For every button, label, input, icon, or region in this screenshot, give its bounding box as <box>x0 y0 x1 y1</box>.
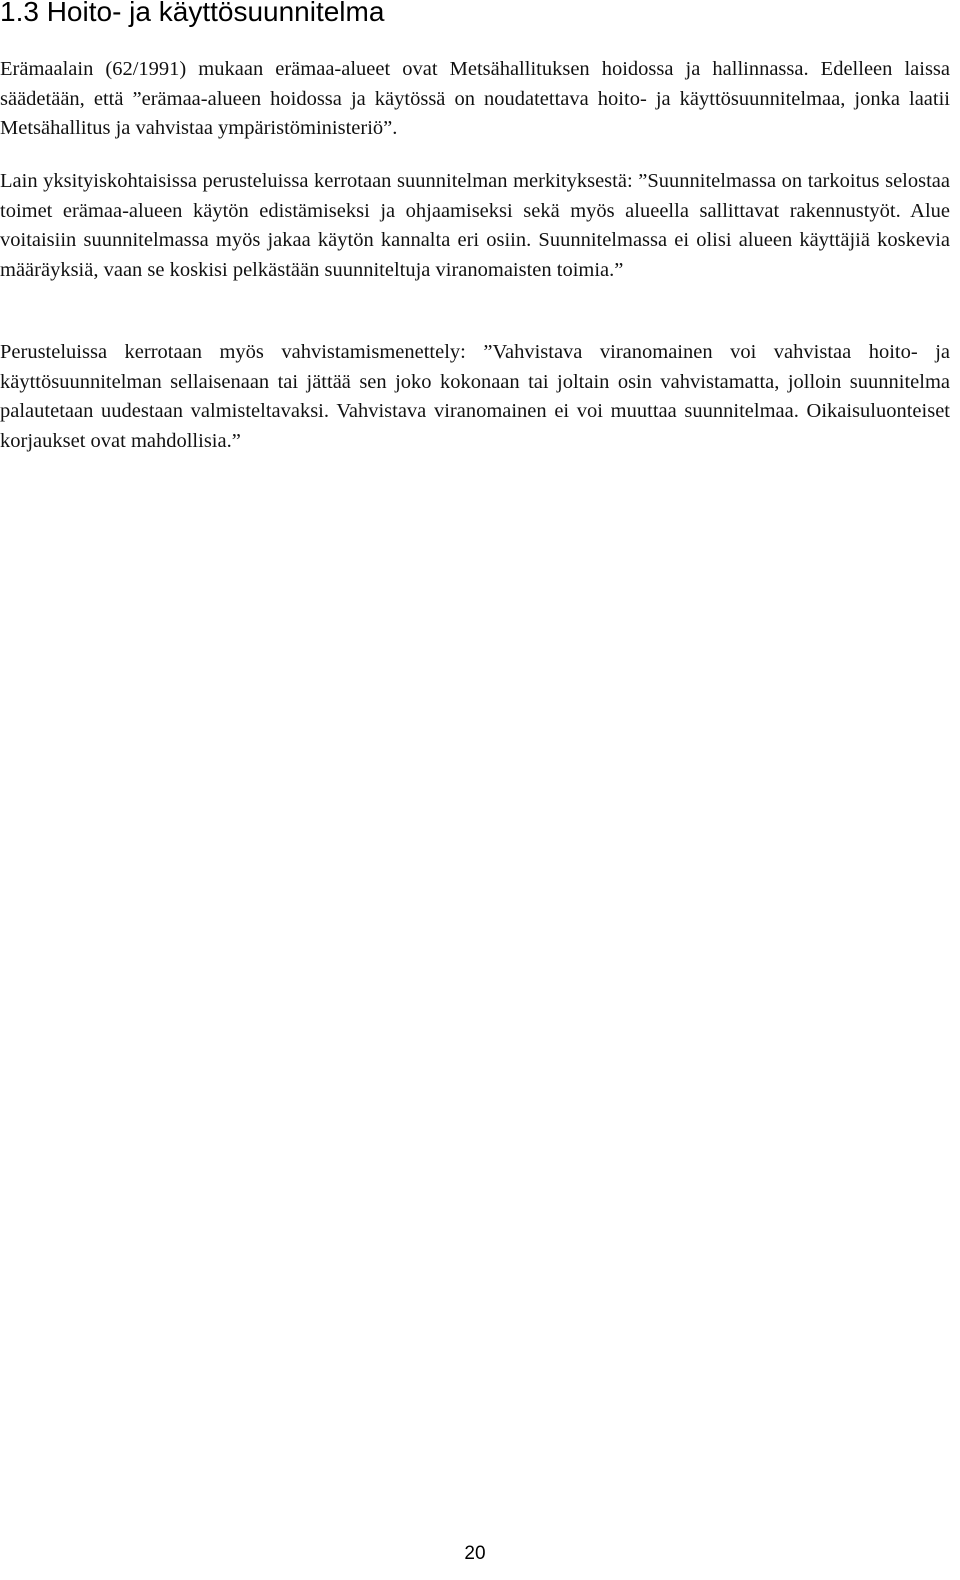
paragraph-erämaalaki: Erämaalain (62/1991) mukaan erämaa-alueet ovat Metsähallituksen hoidossa ja hallinnassa. Edelleen laissa säädetään, että ”erämaa-alueen hoidossa ja käytössä on noudatettava hoito- ja käyttösuunnitelmaa, jonka laatii Metsähallitus ja vahvistaa ympäristöministeriö”. <box>0 58 950 140</box>
page-number: 20 <box>464 1543 486 1564</box>
paragraph-vahvistamismenettely: Perusteluissa kerrotaan myös vahvistamismenettely: ”Vahvistava viranomainen voi vahvistaa hoito- ja käyttösuunnitelman sellaisenaan tai jättää sen joko kokonaan tai joltain osin vahvistamatta, jolloin suunnitelma palautetaan uudestaan valmisteltavaksi. Vahvistava viranomainen ei voi muuttaa suunnitelmaa. Oikaisuluonteiset korjaukset ovat mahdollisia.” <box>0 341 950 453</box>
section-heading: 1.3 Hoito- ja käyttösuunnitelma <box>0 0 385 27</box>
paragraph-perustelut: Lain yksityiskohtaisissa perusteluissa kerrotaan suunnitelman merkityksestä: ”Suunnitelmassa on tarkoitus selostaa toimet erämaa-alueen käytön edistämiseksi ja ohjaamiseksi sekä myös alueella sallittavat rakennustyöt. Alue voitaisiin suunnitelmassa myös jakaa käytön kannalta eri osiin. Suunnitelmassa ei olisi alueen käyttäjiä koskevia määräyksiä, vaan se koskisi pelkästään suunniteltuja viranomaisten toimia.” <box>0 170 950 282</box>
